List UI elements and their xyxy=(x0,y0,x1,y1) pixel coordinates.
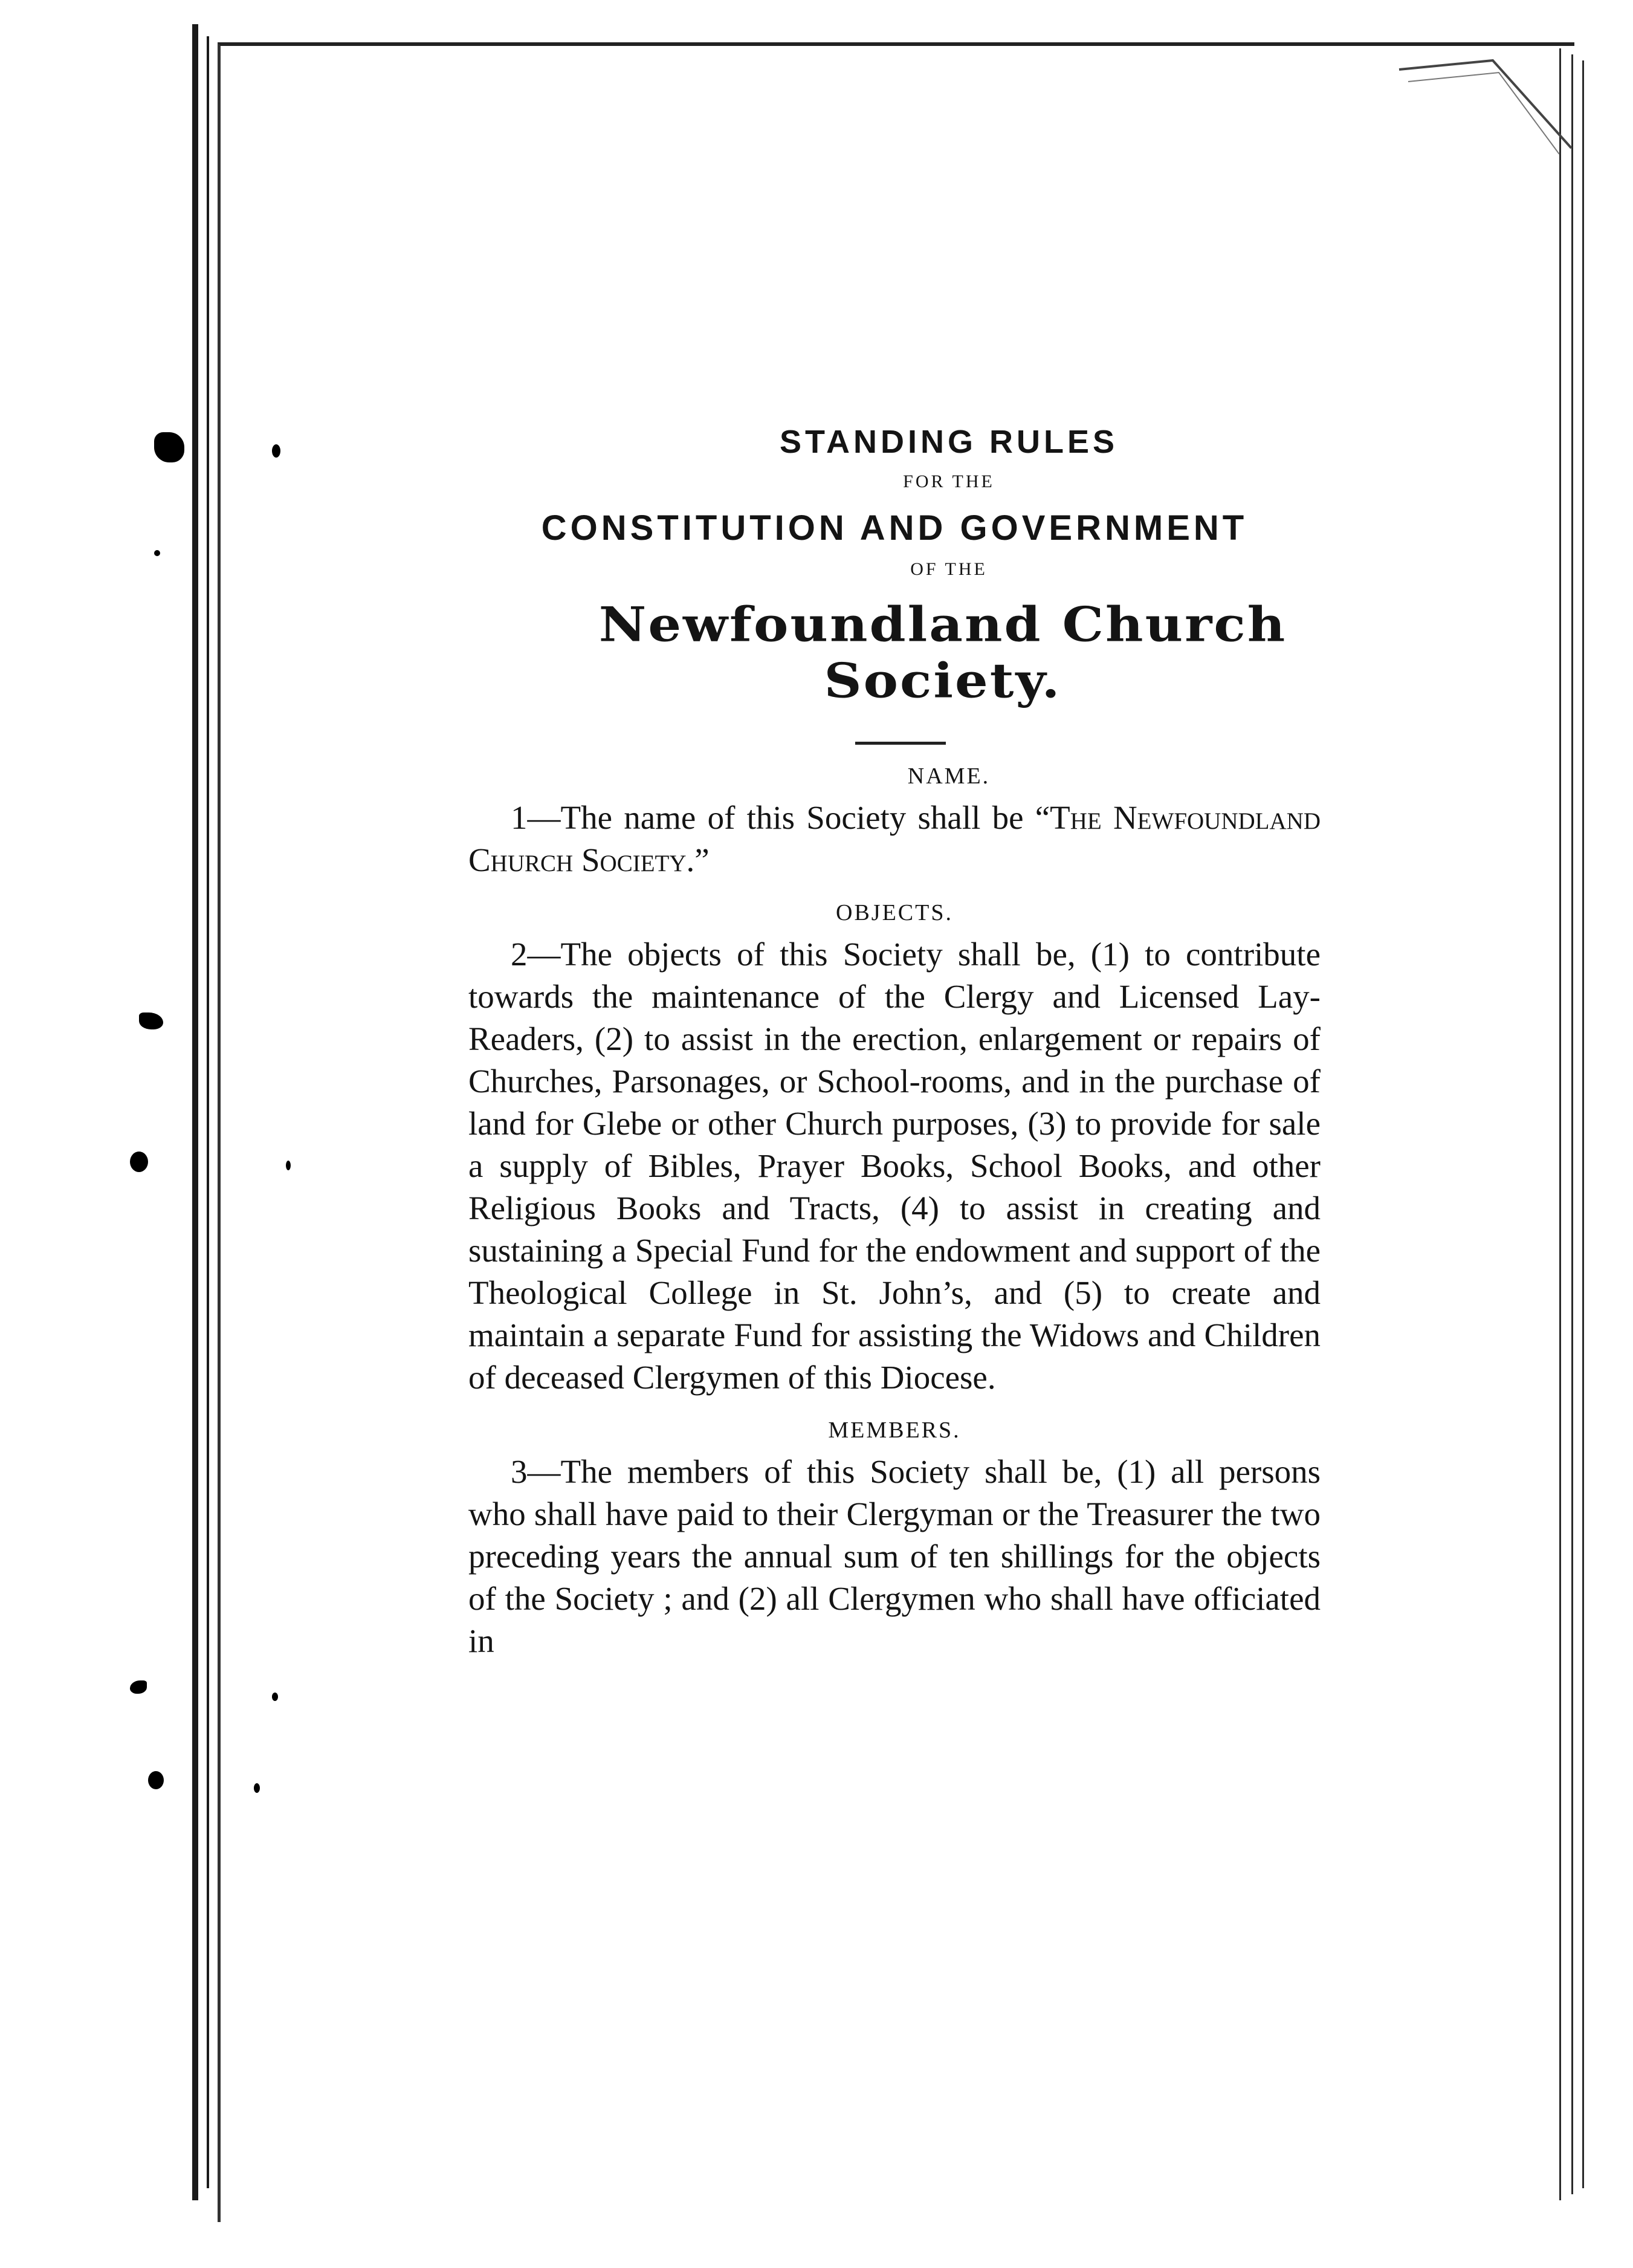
folded-corner xyxy=(1396,57,1577,166)
title-for-the: FOR THE xyxy=(903,471,995,491)
title-constitution: CONSTITUTION AND GOVERNMENT xyxy=(541,508,1248,548)
rule-3-paragraph: 3—The members of this Society shall be, (1) all persons who shall have paid to their Clergyman or the Treasurer the two preceding years the annual sum of ten shillings for the objects of the Society ; and (2) all Clergymen who shall have officiated in xyxy=(468,1453,1321,1659)
section-heading-objects: OBJECTS. xyxy=(836,900,953,925)
section-heading-name: NAME. xyxy=(907,763,991,789)
society-name: Newfoundland Church Society. xyxy=(598,597,1287,709)
page-edge-stack-3 xyxy=(1571,60,1584,2188)
left-spine-line xyxy=(192,24,198,2200)
title-of-the: OF THE xyxy=(910,559,988,579)
rule-2-paragraph: 2—The objects of this Society shall be, (1) to contribute towards the maintenance of the Clergy and Licensed Lay-Readers, (2) to assist in the erection, enlargement or repairs of Churches, Parsonages, or School-rooms, and in the purchase of land for Glebe or other Church purposes, (3) to provide for sale a supply of Bibles, Prayer Books, School Books, and other Religious Books and Tracts, (4) to assist in creating and sustaining a Special Fund for the endowment and support of the Theological College in St. John’s, and (5) to create and maintain a separate Fund for assisting the Widows and Children of deceased Clergymen of this Diocese. xyxy=(468,936,1321,1396)
document-body xyxy=(468,423,1321,1662)
title-standing-rules: STANDING RULES xyxy=(779,424,1118,460)
section-heading-members: MEMBERS. xyxy=(828,1418,961,1443)
title-rule xyxy=(855,742,946,745)
society-name-small-caps: The Newfoundland Church Society xyxy=(468,799,1321,878)
rule-1-paragraph: 1—The name of this Society shall be “The Newfoundland Church Society.” xyxy=(468,799,1321,878)
left-spine-line-thin xyxy=(207,36,209,2188)
